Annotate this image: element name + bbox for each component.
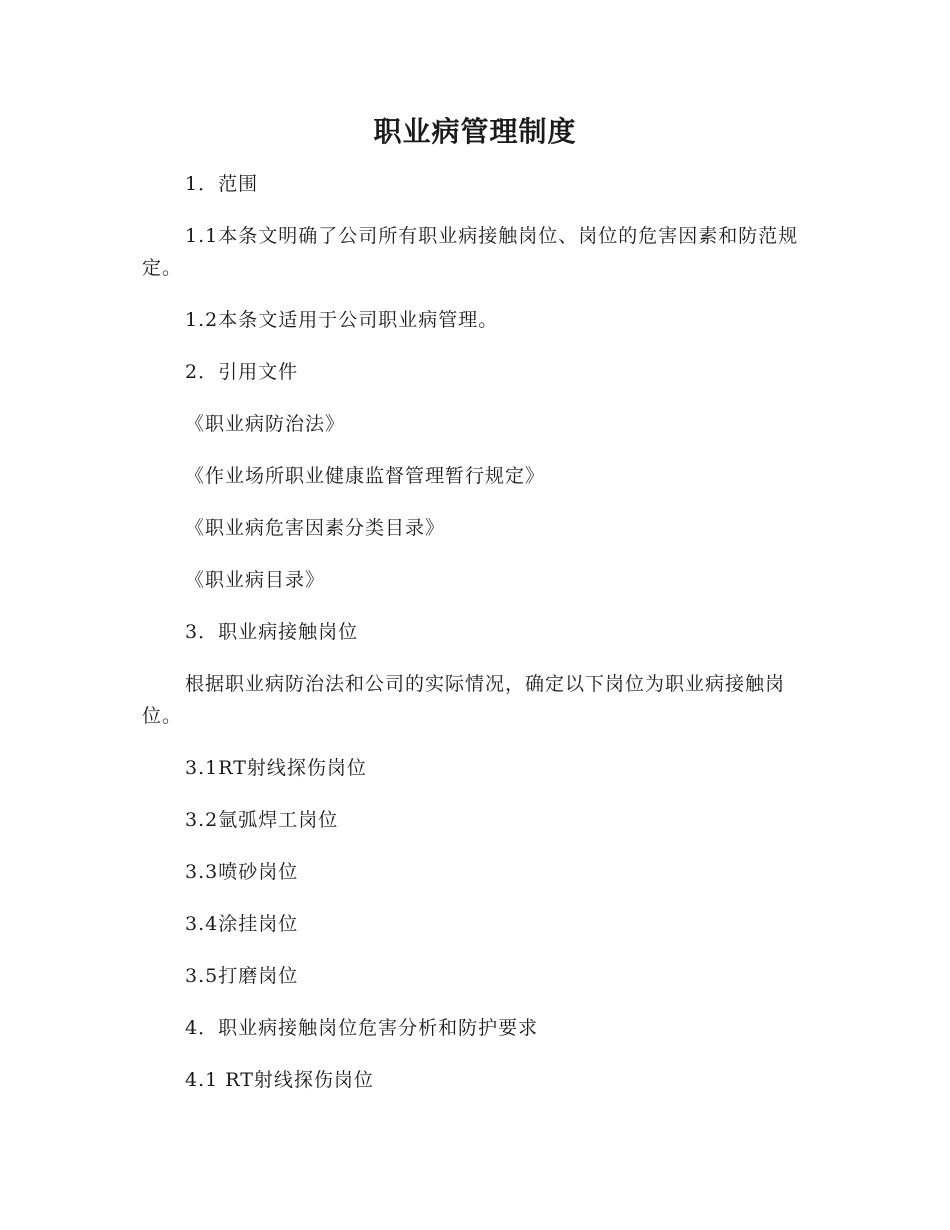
position-item: 3.4涂挂岗位 [185,913,299,935]
section-heading-references: 2．引用文件 [185,361,299,383]
reference-item: 《职业病防治法》 [185,413,346,435]
reference-item: 《作业场所职业健康监督管理暂行规定》 [185,465,546,487]
paragraph-1-2: 1.2本条文适用于公司职业病管理。 [185,309,499,331]
position-item: 3.5打磨岗位 [185,965,299,987]
section-heading-hazard-analysis: 4．职业病接触岗位危害分析和防护要求 [185,1017,539,1039]
reference-item: 《职业病目录》 [185,569,326,591]
section-heading-exposure-positions: 3．职业病接触岗位 [185,621,359,643]
document-title: 职业病管理制度 [373,115,577,148]
paragraph-exposure-intro: 根据职业病防治法和公司的实际情况，确定以下岗位为职业病接触岗位。 [142,673,786,727]
subsection-heading-rt: 4.1 RT射线探伤岗位 [185,1069,374,1091]
document-body [142,168,812,1096]
position-item: 3.3喷砂岗位 [185,861,299,883]
paragraph-1-1: 1.1本条文明确了公司所有职业病接触岗位、岗位的危害因素和防范规定。 [142,225,799,279]
position-item: 3.1RT射线探伤岗位 [185,757,367,779]
reference-item: 《职业病危害因素分类目录》 [185,517,446,539]
section-heading-scope: 1．范围 [185,173,259,195]
position-item: 3.2氩弧焊工岗位 [185,809,339,831]
